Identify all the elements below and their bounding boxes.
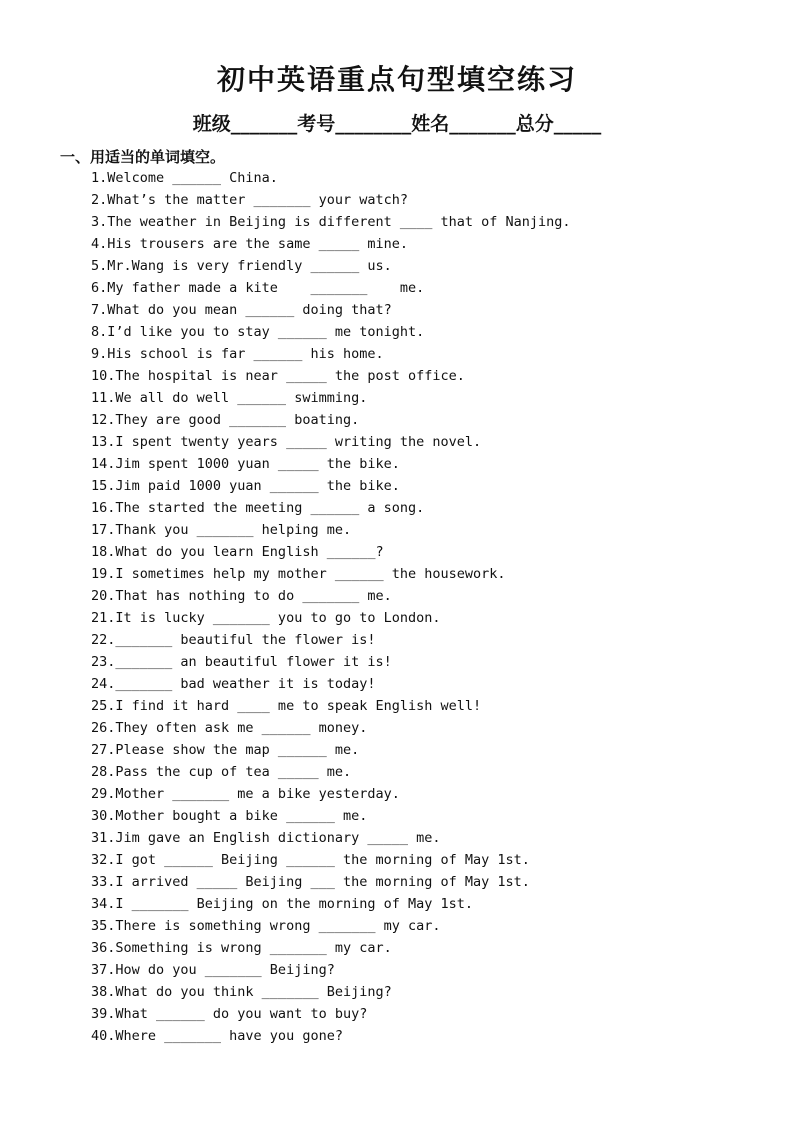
question-item: 23._______ an beautiful flower it is! — [91, 654, 392, 670]
question-item: 38.What do you think _______ Beijing? — [91, 984, 392, 1000]
question-item: 2.What’s the matter _______ your watch? — [91, 192, 408, 208]
question-item: 20.That has nothing to do _______ me. — [91, 588, 392, 604]
question-item: 11.We all do well ______ swimming. — [91, 390, 368, 406]
question-item: 26.They often ask me ______ money. — [91, 720, 368, 736]
question-item: 13.I spent twenty years _____ writing the novel. — [91, 434, 482, 450]
question-item: 16.The started the meeting ______ a song. — [91, 500, 425, 516]
question-item: 34.I _______ Beijing on the morning of May 1st. — [91, 896, 474, 912]
question-item: 24._______ bad weather it is today! — [91, 676, 376, 692]
question-item: 5.Mr.Wang is very friendly ______ us. — [91, 258, 392, 274]
page-title: 初中英语重点句型填空练习 — [216, 63, 577, 96]
question-item: 39.What ______ do you want to buy? — [91, 1006, 368, 1022]
question-item: 8.I’d like you to stay ______ me tonight. — [91, 324, 425, 340]
question-item: 40.Where _______ have you gone? — [91, 1028, 343, 1044]
question-item: 30.Mother bought a bike ______ me. — [91, 808, 368, 824]
section-heading: 一、用适当的单词填空。 — [60, 148, 226, 166]
question-item: 35.There is something wrong _______ my car. — [91, 918, 441, 934]
question-item: 1.Welcome ______ China. — [91, 170, 278, 186]
question-item: 15.Jim paid 1000 yuan ______ the bike. — [91, 478, 400, 494]
question-item: 7.What do you mean ______ doing that? — [91, 302, 392, 318]
question-item: 31.Jim gave an English dictionary _____ me. — [91, 830, 441, 846]
question-item: 6.My father made a kite _______ me. — [91, 280, 425, 296]
question-item: 10.The hospital is near _____ the post office. — [91, 368, 465, 384]
question-item: 12.They are good _______ boating. — [91, 412, 360, 428]
question-item: 27.Please show the map ______ me. — [91, 742, 360, 758]
question-item: 32.I got ______ Beijing ______ the morning of May 1st. — [91, 852, 530, 868]
question-item: 25.I find it hard ____ me to speak English well! — [91, 698, 482, 714]
question-item: 37.How do you _______ Beijing? — [91, 962, 335, 978]
question-item: 33.I arrived _____ Beijing ___ the morning of May 1st. — [91, 874, 530, 890]
student-info-line: 班级_______考号________姓名_______总分_____ — [192, 113, 602, 135]
question-item: 22._______ beautiful the flower is! — [91, 632, 376, 648]
question-item: 36.Something is wrong _______ my car. — [91, 940, 392, 956]
question-item: 28.Pass the cup of tea _____ me. — [91, 764, 352, 780]
question-item: 14.Jim spent 1000 yuan _____ the bike. — [91, 456, 400, 472]
question-item: 21.It is lucky _______ you to go to London. — [91, 610, 441, 626]
question-item: 19.I sometimes help my mother ______ the housework. — [91, 566, 506, 582]
question-list — [91, 167, 571, 1047]
question-item: 3.The weather in Beijing is different ____ that of Nanjing. — [91, 214, 571, 230]
question-item: 18.What do you learn English ______? — [91, 544, 384, 560]
question-item: 9.His school is far ______ his home. — [91, 346, 384, 362]
question-item: 4.His trousers are the same _____ mine. — [91, 236, 408, 252]
question-item: 17.Thank you _______ helping me. — [91, 522, 352, 538]
question-item: 29.Mother _______ me a bike yesterday. — [91, 786, 400, 802]
